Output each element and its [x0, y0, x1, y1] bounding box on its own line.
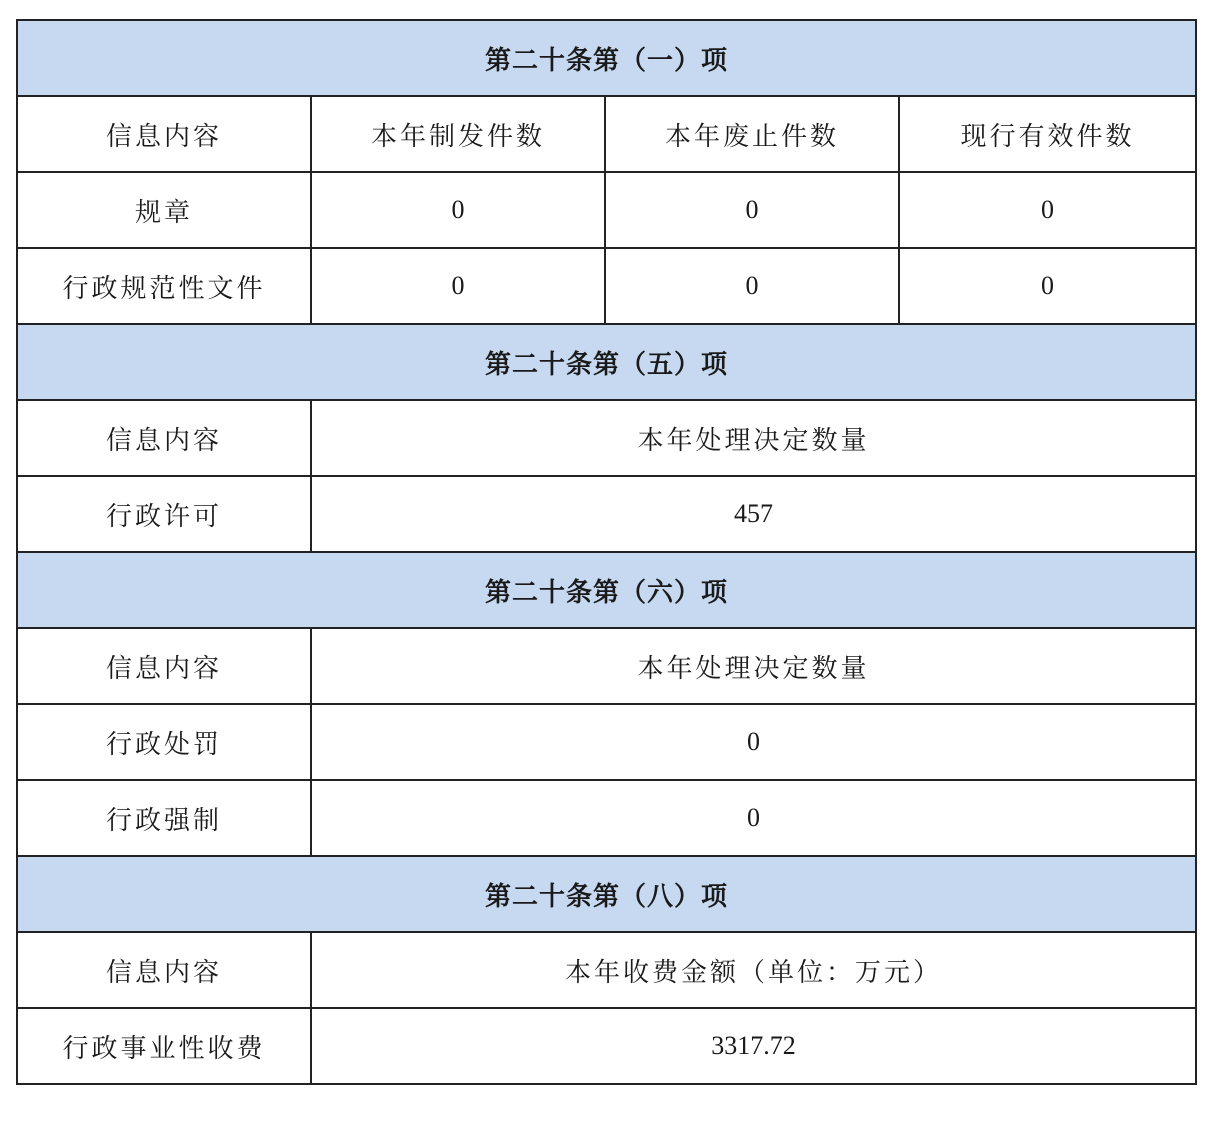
section-header-row	[17, 552, 1196, 628]
row-label: 规章	[17, 172, 311, 248]
column-header-row	[17, 96, 1196, 172]
cell-value: 0	[311, 780, 1196, 856]
column-header: 现行有效件数	[899, 96, 1196, 172]
cell-value: 457	[311, 476, 1196, 552]
column-header: 本年制发件数	[311, 96, 605, 172]
cell-value: 0	[605, 248, 899, 324]
column-header: 信息内容	[17, 628, 311, 704]
section-title: 第二十条第（八）项	[17, 856, 1196, 932]
section-header-row	[17, 856, 1196, 932]
section-title: 第二十条第（五）项	[17, 324, 1196, 400]
cell-value: 0	[311, 172, 605, 248]
table-row	[17, 704, 1196, 780]
table-row	[17, 780, 1196, 856]
cell-value: 0	[311, 248, 605, 324]
cell-value: 3317.72	[311, 1008, 1196, 1084]
row-label: 行政强制	[17, 780, 311, 856]
column-header: 信息内容	[17, 400, 311, 476]
cell-value: 0	[899, 172, 1196, 248]
column-header: 信息内容	[17, 96, 311, 172]
column-header: 本年废止件数	[605, 96, 899, 172]
column-header-row	[17, 932, 1196, 1008]
column-header: 本年收费金额（单位：万元）	[311, 932, 1196, 1008]
disclosure-table	[16, 19, 1197, 1085]
section-title: 第二十条第（一）项	[17, 20, 1196, 96]
section-header-row	[17, 324, 1196, 400]
column-header: 本年处理决定数量	[311, 400, 1196, 476]
cell-value: 0	[311, 704, 1196, 780]
table-row	[17, 248, 1196, 324]
table-row	[17, 172, 1196, 248]
row-label: 行政规范性文件	[17, 248, 311, 324]
section-title: 第二十条第（六）项	[17, 552, 1196, 628]
row-label: 行政处罚	[17, 704, 311, 780]
column-header-row	[17, 628, 1196, 704]
cell-value: 0	[899, 248, 1196, 324]
table-row	[17, 1008, 1196, 1084]
column-header: 本年处理决定数量	[311, 628, 1196, 704]
column-header-row	[17, 400, 1196, 476]
row-label: 行政许可	[17, 476, 311, 552]
cell-value: 0	[605, 172, 899, 248]
column-header: 信息内容	[17, 932, 311, 1008]
table-row	[17, 476, 1196, 552]
row-label: 行政事业性收费	[17, 1008, 311, 1084]
section-header-row	[17, 20, 1196, 96]
